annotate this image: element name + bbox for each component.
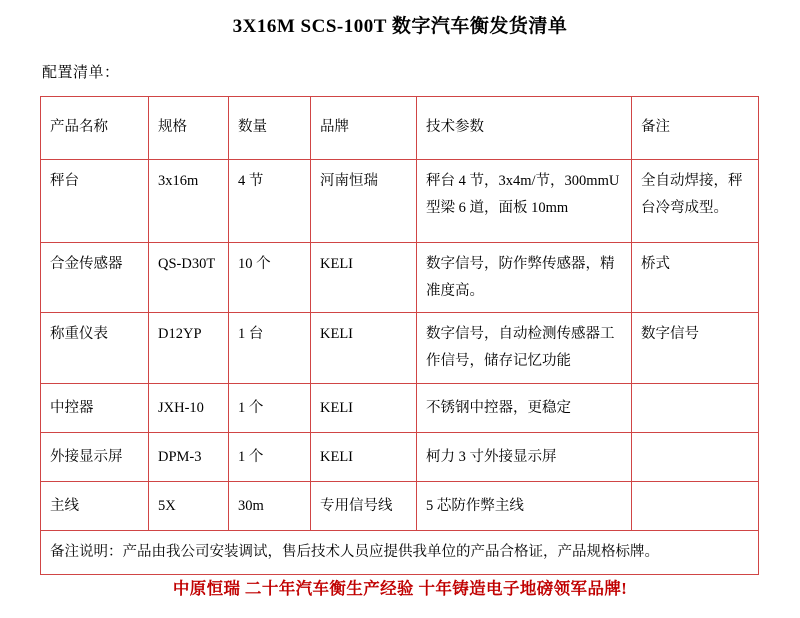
cell-remark bbox=[632, 384, 759, 433]
cell-technical-parameters: 不锈钢中控器，更稳定 bbox=[417, 384, 632, 433]
specification-table bbox=[40, 96, 759, 575]
cell-remark bbox=[632, 433, 759, 482]
cell-remark: 全自动焊接，秤台冷弯成型。 bbox=[632, 159, 759, 242]
cell-product-name: 合金传感器 bbox=[41, 242, 149, 313]
cell-brand: 河南恒瑞 bbox=[311, 159, 417, 242]
cell-remark: 桥式 bbox=[632, 242, 759, 313]
cell-product-name: 秤台 bbox=[41, 159, 149, 242]
footer-slogan: 中原恒瑞 二十年汽车衡生产经验 十年铸造电子地磅领军品牌! bbox=[172, 579, 628, 598]
cell-spec: 3x16m bbox=[149, 159, 229, 242]
table-row bbox=[41, 313, 759, 384]
cell-technical-parameters: 数字信号，自动检测传感器工作信号，储存记忆功能 bbox=[417, 313, 632, 384]
column-header-technical-parameters: 技术参数 bbox=[417, 96, 632, 159]
cell-quantity: 1 个 bbox=[229, 384, 311, 433]
cell-product-name: 主线 bbox=[41, 482, 149, 531]
cell-quantity: 1 个 bbox=[229, 433, 311, 482]
column-header-quantity: 数量 bbox=[229, 96, 311, 159]
cell-spec: 5X bbox=[149, 482, 229, 531]
cell-spec: D12YP bbox=[149, 313, 229, 384]
table-row bbox=[41, 159, 759, 242]
cell-brand: KELI bbox=[311, 433, 417, 482]
column-header-spec: 规格 bbox=[149, 96, 229, 159]
cell-brand: 专用信号线 bbox=[311, 482, 417, 531]
cell-remark: 数字信号 bbox=[632, 313, 759, 384]
cell-technical-parameters: 数字信号，防作弊传感器，精准度高。 bbox=[417, 242, 632, 313]
cell-remark bbox=[632, 482, 759, 531]
column-header-remark: 备注 bbox=[632, 96, 759, 159]
cell-product-name: 外接显示屏 bbox=[41, 433, 149, 482]
cell-quantity: 4 节 bbox=[229, 159, 311, 242]
table-header-row bbox=[41, 96, 759, 159]
note-text: 备注说明：产品由我公司安装调试，售后技术人员应提供我单位的产品合格证，产品规格标牌。 bbox=[41, 531, 759, 575]
cell-quantity: 30m bbox=[229, 482, 311, 531]
cell-brand: KELI bbox=[311, 242, 417, 313]
table-note-row bbox=[41, 531, 759, 575]
cell-brand: KELI bbox=[311, 313, 417, 384]
cell-technical-parameters: 柯力 3 寸外接显示屏 bbox=[417, 433, 632, 482]
cell-technical-parameters: 秤台 4 节，3x4m/节，300mmU 型梁 6 道，面板 10mm bbox=[417, 159, 632, 242]
table-row bbox=[41, 433, 759, 482]
cell-product-name: 中控器 bbox=[41, 384, 149, 433]
cell-brand: KELI bbox=[311, 384, 417, 433]
column-header-product-name: 产品名称 bbox=[41, 96, 149, 159]
cell-spec: QS-D30T bbox=[149, 242, 229, 313]
cell-spec: DPM-3 bbox=[149, 433, 229, 482]
column-header-brand: 品牌 bbox=[311, 96, 417, 159]
table-row bbox=[41, 384, 759, 433]
cell-spec: JXH-10 bbox=[149, 384, 229, 433]
cell-product-name: 称重仪表 bbox=[41, 313, 149, 384]
table-row bbox=[41, 242, 759, 313]
cell-quantity: 1 台 bbox=[229, 313, 311, 384]
page-title: 3X16M SCS-100T 数字汽车衡发货清单 bbox=[232, 16, 568, 37]
table-row bbox=[41, 482, 759, 531]
cell-technical-parameters: 5 芯防作弊主线 bbox=[417, 482, 632, 531]
cell-quantity: 10 个 bbox=[229, 242, 311, 313]
config-list-label: 配置清单： bbox=[42, 64, 120, 81]
